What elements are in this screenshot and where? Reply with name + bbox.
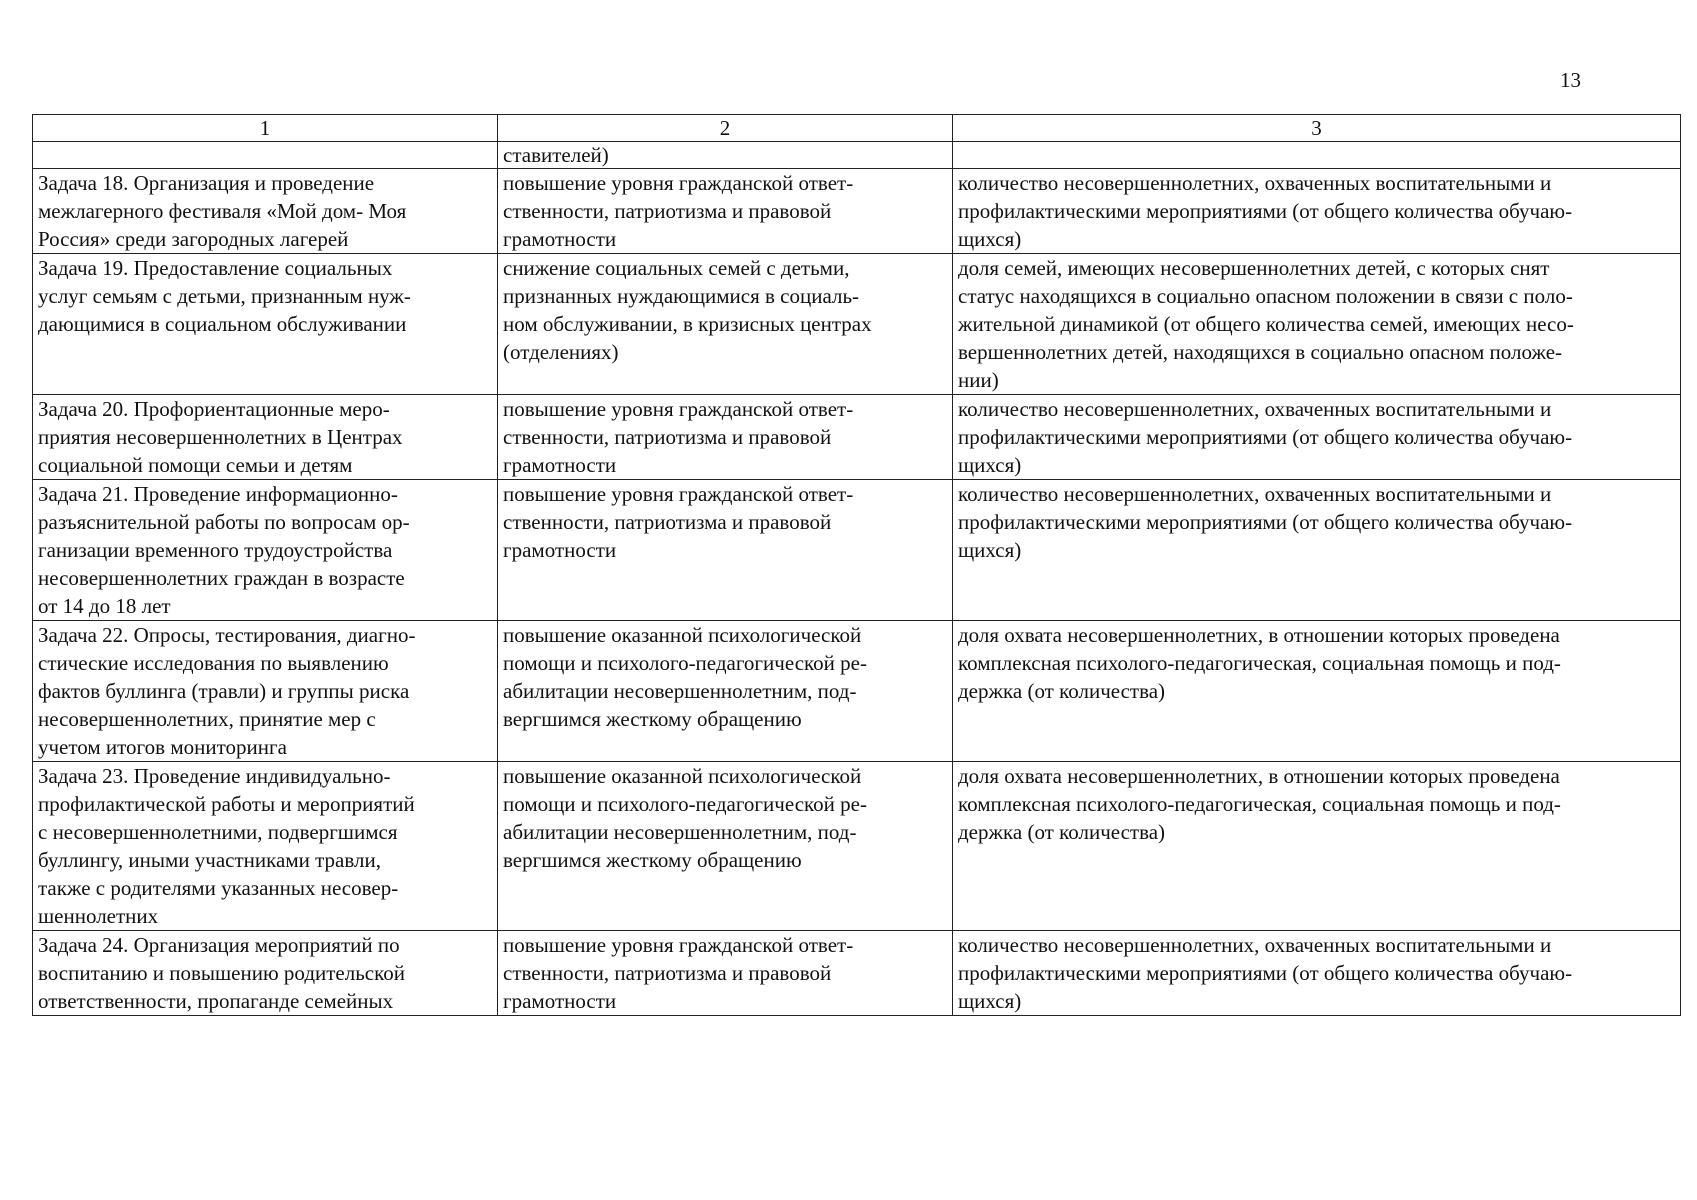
cell-text-line: буллингу, иными участниками травли, bbox=[38, 848, 381, 872]
cell-text-line: ственности, патриотизма и правовой bbox=[503, 510, 832, 534]
cell-text-line: социальной помощи семьи и детям bbox=[38, 453, 353, 477]
cell-text-line: щихся) bbox=[958, 227, 1022, 251]
continuation-cell-1 bbox=[33, 142, 498, 169]
table-row bbox=[33, 931, 1681, 1016]
cell-text-line: Задача 18. Организация и проведение bbox=[38, 171, 375, 195]
cell-text-line: держка (от количества) bbox=[958, 679, 1166, 703]
cell-text-line: количество несовершеннолетних, охваченных воспитательными и bbox=[958, 397, 1552, 421]
cell-text-line: грамотности bbox=[503, 538, 617, 562]
cell-text-line: шеннолетних bbox=[38, 904, 159, 928]
cell-text-line: профилактическими мероприятиями (от общего количества обучаю- bbox=[958, 961, 1573, 985]
cell-text-line: ганизации временного трудоустройства bbox=[38, 538, 393, 562]
cell-text-line: помощи и психолого-педагогической ре- bbox=[503, 792, 867, 816]
cell-text-line: повышение оказанной психологической bbox=[503, 764, 862, 788]
task-cell-col3 bbox=[953, 762, 1681, 931]
header-cell-1: 1 bbox=[33, 115, 498, 142]
cell-text-line: грамотности bbox=[503, 989, 617, 1013]
cell-text-line: помощи и психолого-педагогической ре- bbox=[503, 651, 867, 675]
task-cell-col1 bbox=[33, 395, 498, 480]
cell-text-line: комплексная психолого-педагогическая, социальная помощь и под- bbox=[958, 651, 1561, 675]
cell-text-line: снижение социальных семей с детьми, bbox=[503, 256, 850, 280]
task-cell-col3 bbox=[953, 395, 1681, 480]
task-cell-col2 bbox=[498, 621, 953, 762]
cell-text-line: Задача 23. Проведение индивидуально- bbox=[38, 764, 391, 788]
cell-text-line: абилитации несовершеннолетним, под- bbox=[503, 820, 857, 844]
cell-text-line: щихся) bbox=[958, 538, 1022, 562]
table-row bbox=[33, 395, 1681, 480]
cell-text-line: ственности, патриотизма и правовой bbox=[503, 425, 832, 449]
task-cell-col1 bbox=[33, 480, 498, 621]
cell-text-line: Задача 19. Предоставление социальных bbox=[38, 256, 393, 280]
header-cell-2: 2 bbox=[498, 115, 953, 142]
task-cell-col1 bbox=[33, 254, 498, 395]
table-row bbox=[33, 169, 1681, 254]
cell-text-line: вергшимся жесткому обращению bbox=[503, 848, 802, 872]
table-row bbox=[33, 762, 1681, 931]
cell-text-line: доля семей, имеющих несовершеннолетних детей, с которых снят bbox=[958, 256, 1550, 280]
task-cell-col3 bbox=[953, 480, 1681, 621]
cell-text-line: вергшимся жесткому обращению bbox=[503, 707, 802, 731]
continuation-row bbox=[33, 142, 1681, 169]
task-cell-col1 bbox=[33, 169, 498, 254]
cell-text-line: ответственности, пропаганде семейных bbox=[38, 989, 394, 1013]
task-cell-col3 bbox=[953, 169, 1681, 254]
cell-text-line: Задача 20. Профориентационные меро- bbox=[38, 397, 390, 421]
cell-text-line: ственности, патриотизма и правовой bbox=[503, 199, 832, 223]
cell-text-line: приятия несовершеннолетних в Центрах bbox=[38, 425, 403, 449]
task-cell-col3 bbox=[953, 931, 1681, 1016]
cell-text-line: доля охвата несовершеннолетних, в отношении которых проведена bbox=[958, 764, 1560, 788]
continuation-cell-2: ставителей) bbox=[498, 142, 953, 169]
continuation-cell-3 bbox=[953, 142, 1681, 169]
cell-text-line: признанных нуждающимися в социаль- bbox=[503, 284, 860, 308]
cell-text-line: повышение уровня гражданской ответ- bbox=[503, 482, 854, 506]
cell-text-line: абилитации несовершеннолетним, под- bbox=[503, 679, 857, 703]
cell-text-line: щихся) bbox=[958, 453, 1022, 477]
task-cell-col2 bbox=[498, 395, 953, 480]
cell-text-line: Задача 24. Организация мероприятий по bbox=[38, 933, 400, 957]
cell-text-line: щихся) bbox=[958, 989, 1022, 1013]
cell-text-line: Россия» среди загородных лагерей bbox=[38, 227, 349, 251]
cell-text-line: доля охвата несовершеннолетних, в отношении которых проведена bbox=[958, 623, 1560, 647]
cell-text-line: дающимися в социальном обслуживании bbox=[38, 312, 407, 336]
cell-text-line: профилактическими мероприятиями (от общего количества обучаю- bbox=[958, 199, 1573, 223]
cell-text-line: услуг семьям с детьми, признанным нуж- bbox=[38, 284, 411, 308]
task-cell-col2 bbox=[498, 931, 953, 1016]
cell-text-line: межлагерного фестиваля «Мой дом- Моя bbox=[38, 199, 407, 223]
cell-text-line: профилактическими мероприятиями (от общего количества обучаю- bbox=[958, 510, 1573, 534]
task-cell-col1 bbox=[33, 621, 498, 762]
task-cell-col2 bbox=[498, 762, 953, 931]
cell-text-line: профилактическими мероприятиями (от общего количества обучаю- bbox=[958, 425, 1573, 449]
table-row bbox=[33, 621, 1681, 762]
cell-text-line: вершеннолетних детей, находящихся в социально опасном положе- bbox=[958, 340, 1563, 364]
task-cell-col1 bbox=[33, 762, 498, 931]
header-cell-3: 3 bbox=[953, 115, 1681, 142]
cell-text-line: грамотности bbox=[503, 453, 617, 477]
cell-text-line: количество несовершеннолетних, охваченных воспитательными и bbox=[958, 933, 1552, 957]
table-row bbox=[33, 254, 1681, 395]
cell-text-line: воспитанию и повышению родительской bbox=[38, 961, 405, 985]
cell-text-line: нии) bbox=[958, 368, 999, 392]
cell-text-line: ственности, патриотизма и правовой bbox=[503, 961, 832, 985]
cell-text-line: Задача 21. Проведение информационно- bbox=[38, 482, 398, 506]
cell-text-line: несовершеннолетних, принятие мер с bbox=[38, 707, 376, 731]
cell-text-line: фактов буллинга (травли) и группы риска bbox=[38, 679, 410, 703]
cell-text-line: также с родителями указанных несовер- bbox=[38, 876, 399, 900]
task-cell-col2 bbox=[498, 169, 953, 254]
page-number: 13 bbox=[1560, 68, 1581, 92]
cell-text-line: статус находящихся в социально опасном положении в связи с поло- bbox=[958, 284, 1573, 308]
task-cell-col3 bbox=[953, 621, 1681, 762]
cell-text-line: с несовершеннолетними, подвергшимся bbox=[38, 820, 398, 844]
tasks-table bbox=[32, 114, 1681, 1016]
cell-text-line: стические исследования по выявлению bbox=[38, 651, 389, 675]
header-row bbox=[33, 115, 1681, 142]
cell-text-line: повышение уровня гражданской ответ- bbox=[503, 933, 854, 957]
cell-text-line: комплексная психолого-педагогическая, социальная помощь и под- bbox=[958, 792, 1561, 816]
table-row bbox=[33, 480, 1681, 621]
task-cell-col1 bbox=[33, 931, 498, 1016]
cell-text-line: держка (от количества) bbox=[958, 820, 1166, 844]
cell-text-line: учетом итогов мониторинга bbox=[38, 735, 287, 759]
cell-text-line: грамотности bbox=[503, 227, 617, 251]
task-cell-col3 bbox=[953, 254, 1681, 395]
cell-text-line: повышение оказанной психологической bbox=[503, 623, 862, 647]
cell-text-line: от 14 до 18 лет bbox=[38, 594, 171, 618]
cell-text-line: количество несовершеннолетних, охваченных воспитательными и bbox=[958, 482, 1552, 506]
cell-text-line: разъяснительной работы по вопросам ор- bbox=[38, 510, 410, 534]
cell-text-line: повышение уровня гражданской ответ- bbox=[503, 171, 854, 195]
cell-text-line: (отделениях) bbox=[503, 340, 619, 364]
cell-text-line: несовершеннолетних граждан в возрасте bbox=[38, 566, 405, 590]
cell-text-line: повышение уровня гражданской ответ- bbox=[503, 397, 854, 421]
cell-text-line: профилактической работы и мероприятий bbox=[38, 792, 415, 816]
cell-text-line: жительной динамикой (от общего количества семей, имеющих несо- bbox=[958, 312, 1574, 336]
cell-text-line: ном обслуживании, в кризисных центрах bbox=[503, 312, 872, 336]
task-cell-col2 bbox=[498, 254, 953, 395]
cell-text-line: Задача 22. Опросы, тестирования, диагно- bbox=[38, 623, 416, 647]
cell-text-line: количество несовершеннолетних, охваченных воспитательными и bbox=[958, 171, 1552, 195]
task-cell-col2 bbox=[498, 480, 953, 621]
